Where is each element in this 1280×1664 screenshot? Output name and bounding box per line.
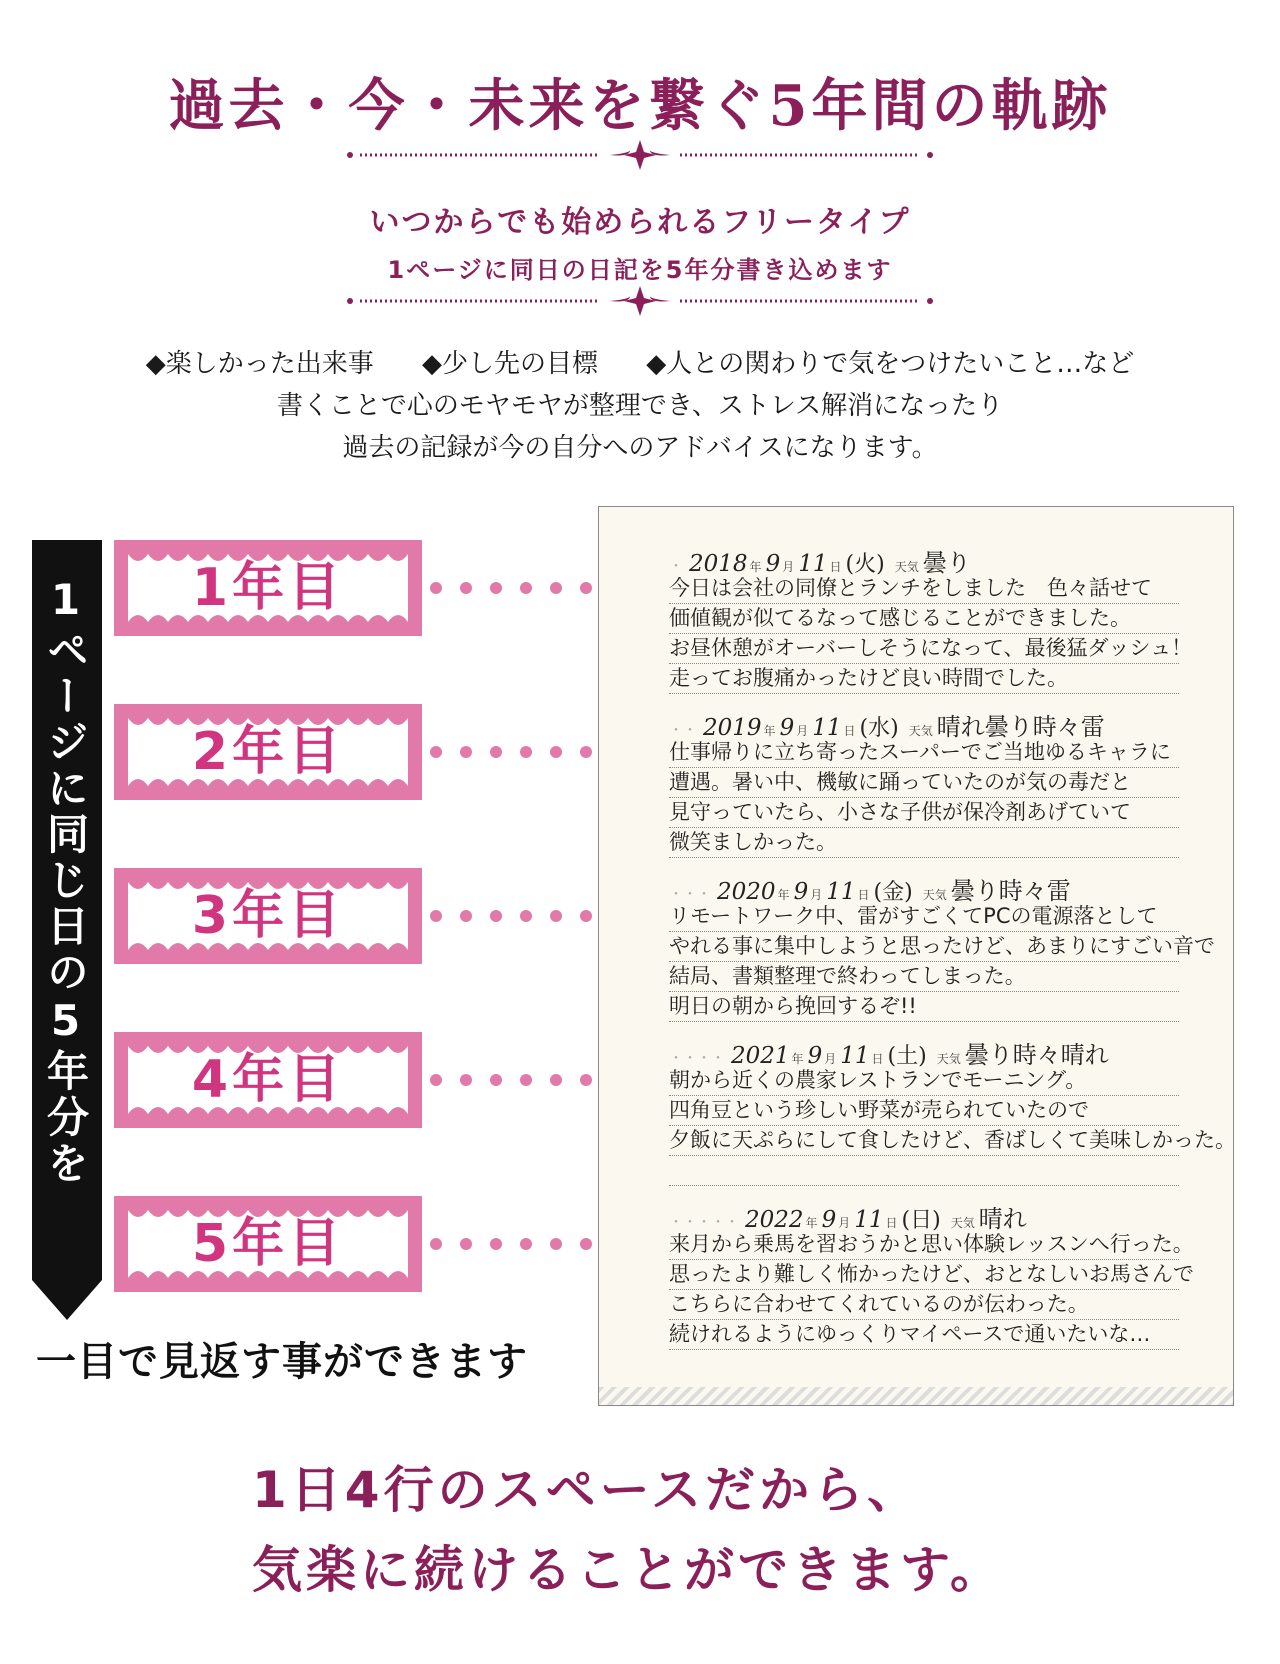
entry-weekday: (火): [845, 552, 885, 577]
entry-line: [669, 1155, 1179, 1186]
entry-line: 走ってお腹痛かったけど良い時間でした。: [669, 663, 1179, 694]
entry-line: やれる事に集中しようと思ったけど、あまりにすごい音で: [669, 931, 1179, 962]
entry-line: 微笑ましかった。: [669, 827, 1179, 858]
entry-month: 9: [821, 1207, 837, 1233]
entry-weather: 晴れ曇り時々雷: [936, 713, 1105, 741]
entry-weekday: (日): [901, 1208, 941, 1233]
entry-header: ・・ 2019 年 9 月 11 日 (水) 天気 晴れ曇り時々雷: [669, 713, 1105, 741]
entry-line: 価値観が似てるなって感じることができました。: [669, 603, 1179, 634]
entry-line: こちらに合わせてくれているのが伝わった。: [669, 1289, 1179, 1320]
footer-line: 1日4行のスペースだから、: [252, 1461, 922, 1519]
entry-line: 仕事帰りに立ち寄ったスーパーでご当地ゆるキャラに: [669, 737, 1179, 768]
year-label-3: [114, 868, 422, 964]
year-label-5: [114, 1196, 422, 1292]
entry-header: ・・・・ 2021 年 9 月 11 日 (土) 天気 曇り時々晴れ: [669, 1041, 1109, 1069]
year-label-text: 4年目: [191, 1050, 345, 1110]
point-item: ◆楽しかった出来事: [145, 349, 374, 379]
entry-line: 来月から乗馬を習おうかと思い体験レッスンへ行った。: [669, 1229, 1179, 1260]
entry-header: ・・・・・ 2022 年 9 月 11 日 (日) 天気 晴れ: [669, 1205, 1027, 1233]
entry-line: 明日の朝から挽回するぞ!!: [669, 991, 1179, 1022]
entry-header: ・ 2018 年 9 月 11 日 (火) 天気 曇り: [669, 549, 971, 577]
entry-weather: 曇り: [922, 549, 971, 577]
page-hatch-border: [599, 1387, 1233, 1405]
entry-weather: 曇り時々晴れ: [964, 1041, 1109, 1069]
year-label-text: 3年目: [191, 886, 345, 946]
entry-line: 今日は会社の同僚とランチをしました 色々話せて: [669, 573, 1179, 604]
year-label-1: [114, 540, 422, 636]
entry-line: 朝から近くの農家レストランでモーニング。: [669, 1065, 1179, 1096]
year-label-text: 5年目: [191, 1214, 345, 1274]
entry-line: 見守っていたら、小さな子供が保冷剤あげていて: [669, 797, 1179, 828]
entry-day: 11: [826, 879, 856, 905]
entry-day: 11: [812, 715, 842, 741]
year-label-text: 2年目: [191, 722, 345, 782]
description-line: 書くことで心のモヤモヤが整理でき、ストレス解消になったり: [276, 391, 1004, 421]
footer-line: 気楽に続けることができます。: [252, 1541, 1004, 1599]
entry-day: 11: [854, 1207, 884, 1233]
entry-weather: 曇り時々雷: [950, 877, 1071, 905]
subtitle: いつからでも始められるフリータイプ: [369, 205, 911, 240]
entry-line: お昼休憩がオーバーしそうになって、最後猛ダッシュ！: [669, 633, 1179, 664]
entry-weather: 晴れ: [978, 1205, 1027, 1233]
description-line: 過去の記録が今の自分へのアドバイスになります。: [342, 433, 938, 463]
entry-year: 2019: [703, 715, 762, 741]
entry-day: 11: [798, 551, 828, 577]
entry-line: 遭遇。暑い中、機敏に踊っていたのが気の毒だと: [669, 767, 1179, 798]
entry-weekday: (土): [887, 1044, 927, 1069]
banner-caption: 一目で見返す事ができます: [36, 1339, 528, 1385]
vertical-banner-text: 1ページに同じ日の5年分を: [41, 575, 90, 1187]
entry-line: 思ったより難しく怖かったけど、おとなしいお馬さんで: [669, 1259, 1179, 1290]
point-item: ◆少し先の目標: [422, 349, 598, 379]
entry-line: 夕飯に天ぷらにして食したけど、香ばしくて美味しかった。: [669, 1125, 1179, 1156]
entry-month: 9: [765, 551, 781, 577]
year-label-2: [114, 704, 422, 800]
entry-header: ・・・ 2020 年 9 月 11 日 (金) 天気 曇り時々雷: [669, 877, 1071, 905]
entry-month: 9: [793, 879, 809, 905]
entry-year: 2018: [689, 551, 748, 577]
entry-line: 結局、書類整理で終わってしまった。: [669, 961, 1179, 992]
subtitle-secondary: 1ページに同日の日記を5年分書き込めます: [387, 256, 893, 284]
ornament-divider: [330, 140, 950, 170]
entry-year: 2022: [745, 1207, 804, 1233]
diary-page: [598, 506, 1234, 1406]
entry-weekday: (金): [873, 880, 913, 905]
entry-month: 9: [779, 715, 795, 741]
entry-year: 2021: [731, 1043, 790, 1069]
year-label-4: [114, 1032, 422, 1128]
page-title: 過去・今・未来を繋ぐ5年間の軌跡: [168, 73, 1112, 139]
point-item: ◆人との関わりで気をつけたいこと…など: [646, 349, 1135, 379]
entry-line: 四角豆という珍しい野菜が売られていたので: [669, 1095, 1179, 1126]
entry-year: 2020: [717, 879, 776, 905]
entry-month: 9: [807, 1043, 823, 1069]
entry-weekday: (水): [859, 716, 899, 741]
year-label-text: 1年目: [191, 558, 345, 618]
entry-line: リモートワーク中、雷がすごくてPCの電源落として: [669, 901, 1179, 932]
feature-points: [0, 343, 1280, 380]
entry-day: 11: [840, 1043, 870, 1069]
entry-line: 続けれるようにゆっくりマイペースで通いたいな…: [669, 1319, 1179, 1350]
ornament-divider-2: [330, 286, 950, 316]
